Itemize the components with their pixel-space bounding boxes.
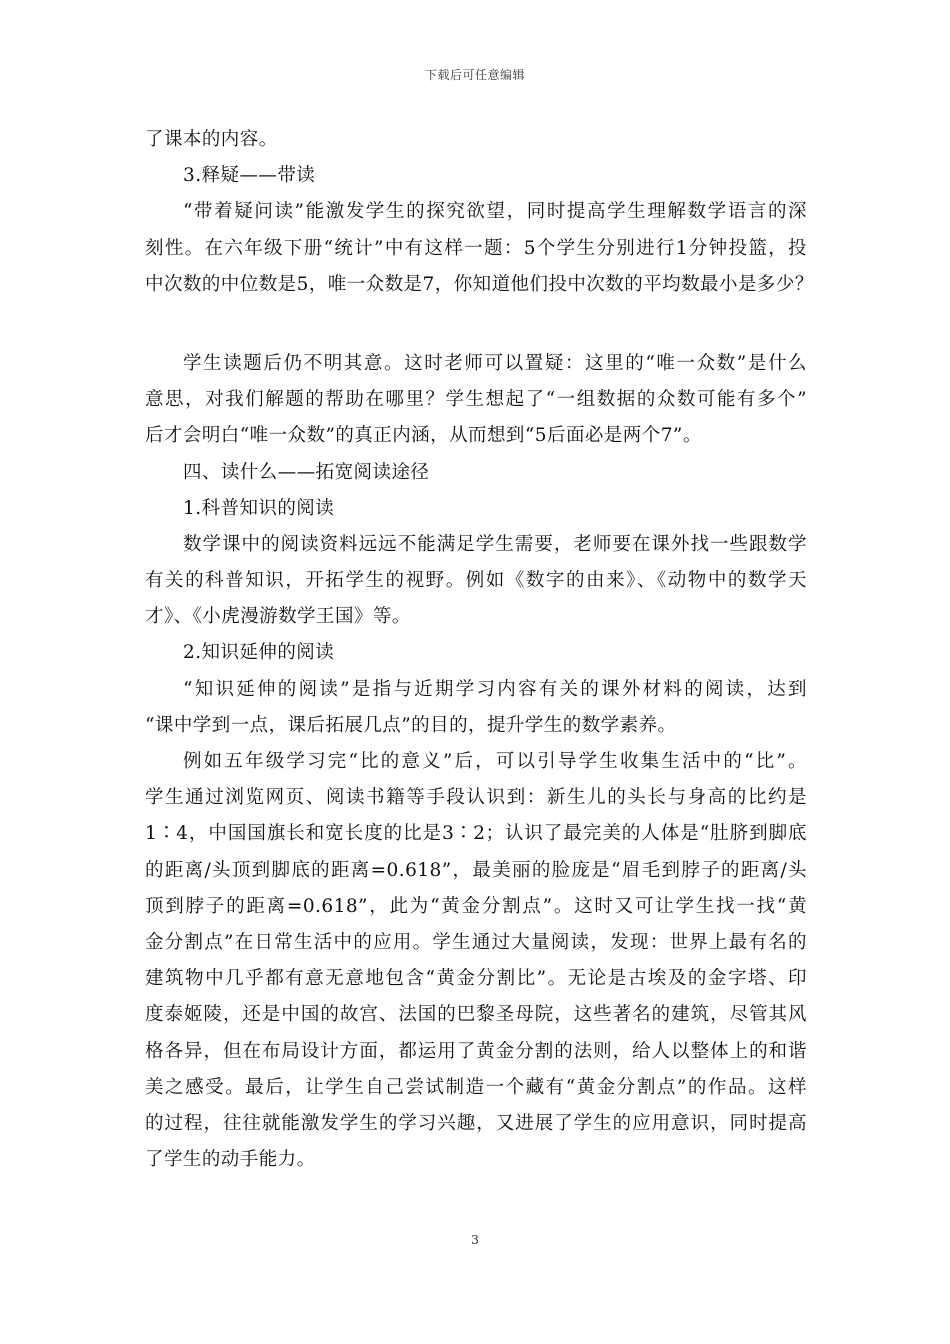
text-line: 顶到脖子的距离=0.618”，此为“黄金分割点”。这时又可让学生找一找“黄 bbox=[145, 895, 807, 917]
text-line: “知识延伸的阅读”是指与近期学习内容有关的课外材料的阅读，达到 bbox=[183, 678, 807, 700]
text-line: 意思，对我们解题的帮助在哪里？学生想起了“一组数据的众数可能有多个” bbox=[145, 389, 807, 411]
text-line: 后才会明白“唯一众数”的真正内涵，从而想到“5后面必是两个7”。 bbox=[145, 425, 702, 447]
text-line: 的距离/头顶到脚底的距离=0.618”，最美丽的脸庞是“眉毛到脖子的距离/头 bbox=[145, 859, 807, 881]
subheading-extension-reading bbox=[145, 635, 807, 671]
text-line: 建筑物中几乎都有意无意地包含“黄金分割比”。无论是古埃及的金字塔、印 bbox=[145, 968, 807, 990]
text-line: “课中学到一点，课后拓展几点”的目的，提升学生的数学素养。 bbox=[145, 714, 677, 736]
text-line: 了课本的内容。 bbox=[145, 129, 278, 150]
text-line: 刻性。在六年级下册“统计”中有这样一题：5个学生分别进行1分钟投篮，投 bbox=[145, 237, 807, 259]
paragraph-students-reading bbox=[145, 346, 807, 455]
text-line: 1∶4，中国国旗长和宽长度的比是3∶2；认识了最完美的人体是“肚脐到脚底 bbox=[145, 823, 807, 845]
paragraph-science-reading bbox=[145, 527, 807, 636]
text-line: 3.释疑——带读 bbox=[183, 165, 316, 187]
text-line: 2.知识延伸的阅读 bbox=[183, 642, 335, 664]
text-line: 有关的科普知识，开拓学生的视野。例如《数字的由来》、《动物中的数学天 bbox=[145, 570, 807, 592]
text-line: 美之感受。最后，让学生自己尝试制造一个藏有“黄金分割点”的作品。这样 bbox=[145, 1076, 807, 1098]
text-line: 1.科普知识的阅读 bbox=[183, 497, 335, 519]
page-header: 下载后可任意编辑 bbox=[424, 68, 525, 82]
text-line: 的过程，往往就能激发学生的学习兴趣，又进展了学生的应用意识，同时提高 bbox=[145, 1112, 807, 1134]
section-heading-what-to-read bbox=[145, 455, 807, 491]
text-line: 中次数的中位数是5，唯一众数是7，你知道他们投中次数的平均数最小是多少？ bbox=[145, 273, 814, 295]
text-line: 度泰姬陵，还是中国的故宫、法国的巴黎圣母院，这些著名的建筑，尽管其风 bbox=[145, 1004, 807, 1026]
document-body bbox=[145, 122, 814, 1178]
text-line: 数学课中的阅读资料远远不能满足学生需要，老师要在课外找一些跟数学 bbox=[183, 533, 807, 555]
text-line: “带着疑问读”能激发学生的探究欲望，同时提高学生理解数学语言的深 bbox=[183, 201, 807, 223]
text-line: 金分割点”在日常生活中的应用。学生通过大量阅读，发现：世界上最有名的 bbox=[145, 931, 807, 953]
text-line: 例如五年级学习完“比的意义”后，可以引导学生收集生活中的“比”。 bbox=[183, 751, 807, 772]
subheading-explain-doubt bbox=[145, 158, 807, 194]
paragraph-continuation bbox=[145, 122, 807, 158]
text-line: 四、读什么——拓宽阅读途径 bbox=[183, 461, 430, 483]
paragraph-reading-with-questions bbox=[145, 194, 814, 303]
text-line: 才》、《小虎漫游数学王国》等。 bbox=[145, 606, 411, 628]
page-number: 3 bbox=[471, 1232, 479, 1247]
blank-spacer bbox=[145, 303, 807, 346]
text-line: 学生通过浏览网页、阅读书籍等手段认识到：新生儿的头长与身高的比约是 bbox=[145, 787, 807, 809]
text-line: 了学生的动手能力。 bbox=[145, 1149, 316, 1171]
text-line: 学生读题后仍不明其意。这时老师可以置疑：这里的“唯一众数”是什么 bbox=[183, 352, 807, 374]
paragraph-extension-reading bbox=[145, 672, 807, 744]
paragraph-golden-ratio-example bbox=[145, 744, 807, 1178]
subheading-science-reading bbox=[145, 491, 807, 527]
text-line: 格各异，但在布局设计方面，都运用了黄金分割的法则，给人以整体上的和谐 bbox=[145, 1040, 807, 1062]
